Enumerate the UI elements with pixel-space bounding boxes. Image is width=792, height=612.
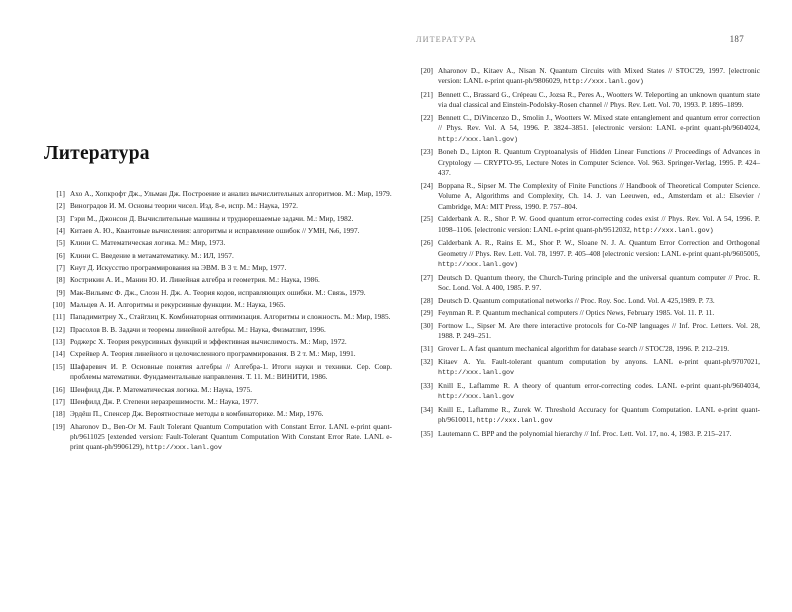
bibliography-entry (412, 296, 760, 306)
bibliography-entry-text: Кострикин А. И., Манин Ю. И. Линейная алгебра и геометрия. М.: Наука, 1986. (70, 276, 320, 285)
bibliography-entry (44, 397, 392, 407)
bibliography-entry-text: Мальцев А. И. Алгоритмы и рекурсивные функции. М.: Наука, 1965. (70, 301, 286, 310)
bibliography-entry (412, 147, 760, 178)
bibliography-entry-number: [34] (420, 405, 433, 414)
bibliography-entry-url[interactable]: http://xxx.lanl.gov) (563, 78, 644, 87)
bibliography-entry (412, 238, 760, 270)
bibliography-entry (412, 405, 760, 427)
bibliography-entry (44, 409, 392, 419)
bibliography-entry (412, 273, 760, 294)
bibliography-entry-text: Мак-Вильямс Ф. Дж., Слоэн Н. Дж. А. Теория кодов, исправляющих ошибки. М.: Связь, 1979. (70, 288, 366, 297)
bibliography-entry-text: Calderbank A. R., Shor P. W. Good quantum error-correcting codes exist // Phys. Rev. Vol. A 54, 1996. P. 1098–1106. [electronic version: LANL e-print quant-ph/9512032, http://xxx.lanl.gov) (438, 215, 760, 235)
bibliography-entry-url[interactable]: http://xxx.lanl.gov (438, 393, 515, 402)
bibliography-entry-number: [30] (420, 322, 433, 330)
bibliography-entry (44, 349, 392, 359)
bibliography-entry-text: Feynman R. P. Quantum mechanical computers // Optics News, February 1985. Vol. 11. P. 11. (438, 309, 715, 318)
bibliography-entry (44, 251, 392, 261)
running-head-title: ЛИТЕРАТУРА (416, 34, 477, 44)
bibliography-entry-text: Kitaev A. Yu. Fault-tolerant quantum computation by anyons. LANL e-print quant-ph/9707021, http://xxx.lanl.gov (438, 357, 760, 378)
bibliography-entry (412, 381, 760, 403)
bibliography-entry (44, 362, 392, 383)
bibliography-entry-text: Bennett C., DiVincenzo D., Smolin J., Wootters W. Mixed state entanglement and quantum error correction // Phys. Rev. Vol. A 54, 1996. P. 3824–3851. [electronic version: LANL e-print quant-ph/9604024, http://xxx.lanl.gov) (438, 114, 760, 144)
bibliography-entry-text: Шафаревич И. Р. Основные понятия алгебры // Алгебра-1. Итоги науки и техники. Сер. Совр. проблемы математики. Фундаментальные направления. Т. 11. М.: ВИНИТИ, 1986. (70, 362, 392, 382)
bibliography-entry-number: [16] (52, 385, 65, 394)
bibliography-entry-number: [5] (56, 239, 65, 248)
bibliography-entry-number: [26] (420, 239, 433, 248)
bibliography-entry (44, 325, 392, 335)
bibliography-entry-text: Knill E., Laflamme R., Zurek W. Threshold Accuracy for Quantum Computation. LANL e-print quant-ph/9610011, http://xxx.lanl.gov (438, 405, 760, 426)
bibliography-entry-number: [11] (53, 313, 65, 322)
bibliography-entry-url[interactable]: http://xxx.lanl.gov (145, 444, 222, 453)
bibliography-entry (412, 181, 760, 212)
bibliography-entry (412, 113, 760, 145)
bibliography-entry-text: Boppana R., Sipser M. The Complexity of Finite Functions // Handbook of Theoretical Computer Science. Volume A, Algorithms and Complexity, Ch. 14. J. van Leeuwen, ed., Amsterdam et al.: Elsevier / Cambridge, MA: MIT Press, 1990. P. 757–804. (438, 181, 760, 211)
bibliography-entry-number: [17] (52, 397, 65, 406)
bibliography-entry-text: Fortnow L., Sipser M. Are there interactive protocols for Co-NP languages // Inf. Proc. Letters. Vol. 28, 1988. P. 249–251. (438, 322, 760, 341)
bibliography-entry (44, 238, 392, 248)
bibliography-entry-text: Lautemann C. BPP and the polynomial hierarchy // Inf. Proc. Lett. Vol. 17, no. 4, 1983. P. 215–217. (438, 429, 732, 438)
bibliography-entry (412, 357, 760, 379)
bibliography-entry-number: [13] (52, 338, 65, 347)
bibliography-entry-number: [20] (420, 67, 433, 75)
bibliography-entry-text: Пападимитриу Х., Стайглиц К. Комбинаторная оптимизация. Алгоритмы и сложность. М.: Мир, 1985. (70, 313, 391, 322)
bibliography-entry (412, 214, 760, 236)
bibliography-entry-text: Boneh D., Lipton R. Quantum Cryptoanalysis of Hidden Linear Functions // Proceedings of Advances in Cryptology — CRYPTO-95, Lecture Notes in Computer Science. Vol. 963. Springer-Verlag, 1995. P. 424–437. (438, 148, 760, 178)
bibliography-entry-text: Grover L. A fast quantum mechanical algorithm for database search // STOC'28, 1996. P. 212–219. (438, 345, 730, 354)
bibliography-entry (44, 214, 392, 224)
bibliography-entry (44, 275, 392, 285)
bibliography-entry-number: [35] (420, 429, 433, 438)
bibliography-entry (44, 201, 392, 211)
bibliography-entry-number: [8] (56, 276, 65, 285)
bibliography-entry (44, 189, 392, 199)
bibliography-entry (44, 226, 392, 236)
bibliography-entry-number: [32] (420, 357, 433, 366)
bibliography-entry-text: Deutsch D. Quantum theory, the Church-Turing principle and the universal quantum computer // Proc. R. Soc. Lond. Vol. A 400, 1985. P. 97. (438, 273, 760, 292)
bibliography-entry-url[interactable]: http://xxx.lanl.gov (438, 369, 515, 378)
bibliography-entry-text: Эрдёш П., Спенсер Дж. Вероятностные методы в комбинаторике. М.: Мир, 1976. (70, 410, 324, 419)
bibliography-entry-number: [15] (52, 362, 65, 371)
bibliography-entry-text: Bennett C., Brassard G., Crépeau C., Jozsa R., Peres A., Wootters W. Teleporting an unknown quantum state via dual classical and Einstein-Podolsky-Rosen channel // Phys. Rev. Lett. Vol. 70, 1993. P. 1895–1899. (438, 91, 760, 110)
bibliography-entry-text: Китаев А. Ю., Квантовые вычисления: алгоритмы и исправление ошибок // УМН, №6, 1997. (70, 227, 360, 236)
bibliography-entry-number: [9] (56, 288, 65, 297)
bibliography-entry-text: Виноградов И. М. Основы теории чисел. Изд. 8-е, испр. М.: Наука, 1972. (70, 202, 298, 211)
bibliography-list-left (44, 189, 392, 456)
bibliography-entry-number: [24] (420, 181, 433, 190)
bibliography-entry (412, 66, 760, 88)
bibliography-entry-number: [22] (420, 114, 433, 123)
bibliography-entry-url[interactable]: http://xxx.lanl.gov) (438, 135, 519, 144)
bibliography-entry (412, 429, 760, 439)
page-number: 187 (729, 34, 744, 44)
bibliography-entry (412, 308, 760, 318)
running-head (416, 32, 744, 46)
bibliography-entry-text: Кнут Д. Искусство программирования на ЭВМ. В 3 т. М.: Мир, 1977. (70, 264, 287, 273)
bibliography-entry-number: [10] (52, 301, 65, 310)
bibliography-entry-text: Схрейвер А. Теория линейного и целочисленного программирования. В 2 т. М.: Мир, 1991. (70, 350, 356, 359)
bibliography-entry-number: [14] (52, 350, 65, 359)
bibliography-entry-text: Ахо А., Хопкрофт Дж., Ульман Дж. Построение и анализ вычислительных алгоритмов. М.: Мир, 1979. (70, 190, 392, 198)
bibliography-entry-text: Шенфилд Дж. Р. Степени неразрешимости. М.: Наука, 1977. (70, 397, 259, 406)
bibliography-entry-number: [28] (420, 296, 433, 305)
bibliography-entry-text: Aharonov D., Ben-Or M. Fault Tolerant Quantum Computation with Constant Error. LANL e-print quant-ph/9611025 [extended version: Fault-Tolerant Quantum Computation With Constant Error Rate. LANL e-print quant-ph/9906129), http://xxx.lanl.gov (70, 422, 392, 453)
bibliography-entry-number: [4] (56, 227, 65, 236)
bibliography-entry-text: Calderbank A. R., Rains E. M., Shor P. W., Sloane N. J. A. Quantum Error Correction and Orthogonal Geometry // Phys. Rev. Lett. Vol. 78, 1997. P. 405–408 [electronic version: LANL e-print quant-ph/9605005, http://xxx.lanl.gov) (438, 239, 760, 269)
bibliography-entry (44, 422, 392, 454)
bibliography-entry-text: Aharonov D., Kitaev A., Nisan N. Quantum Circuits with Mixed States // STOC'29, 1997. [electronic version: LANL e-print quant-ph/9806029, http://xxx.lanl.gov) (438, 67, 760, 87)
bibliography-entry-number: [33] (420, 381, 433, 390)
bibliography-entry-number: [31] (420, 345, 433, 354)
bibliography-entry-number: [29] (420, 309, 433, 318)
bibliography-entry-text: Клини С. Математическая логика. М.: Мир, 1973. (70, 239, 226, 248)
bibliography-entry-text: Шенфилд Дж. Р. Математическая логика. М.: Наука, 1975. (70, 385, 253, 394)
bibliography-list-right (412, 66, 760, 442)
bibliography-entry-number: [18] (52, 410, 65, 419)
bibliography-entry-number: [19] (52, 422, 65, 431)
bibliography-entry-number: [2] (56, 202, 65, 211)
bibliography-entry (44, 312, 392, 322)
bibliography-entry-number: [3] (56, 214, 65, 223)
bibliography-entry-number: [21] (420, 91, 433, 100)
bibliography-entry-number: [12] (52, 325, 65, 334)
bibliography-entry (44, 337, 392, 347)
bibliography-entry-url[interactable]: http://xxx.lanl.gov) (633, 226, 714, 235)
bibliography-entry (412, 90, 760, 111)
bibliography-entry (412, 321, 760, 342)
bibliography-entry-number: [1] (56, 190, 65, 198)
bibliography-entry-number: [25] (420, 215, 433, 224)
page-title: Литература (44, 143, 150, 164)
bibliography-entry-url[interactable]: http://xxx.lanl.gov (476, 417, 553, 426)
bibliography-entry-text: Роджерс Х. Теория рекурсивных функций и эффективная вычислимость. М.: Мир, 1972. (70, 338, 347, 347)
bibliography-entry-text: Knill E., Laflamme R. A theory of quantum error-correcting codes. LANL e-print quant-ph/9604034, http://xxx.lanl.gov (438, 381, 760, 402)
bibliography-entry-text: Deutsch D. Quantum computational networks // Proc. Roy. Soc. Lond. Vol. A 425,1989. P. 73. (438, 296, 715, 305)
bibliography-entry-number: [7] (56, 264, 65, 273)
bibliography-entry-text: Клини С. Введение в метаматематику. М.: ИЛ, 1957. (70, 251, 234, 260)
bibliography-entry-number: [23] (420, 148, 433, 157)
bibliography-entry-text: Прасолов В. В. Задачи и теоремы линейной алгебры. М.: Наука, Физматлит, 1996. (70, 325, 326, 334)
bibliography-entry (44, 288, 392, 298)
bibliography-entry-text: Гэри М., Джонсон Д. Вычислительные машины и труднорешаемые задачи. М.: Мир, 1982. (70, 214, 354, 223)
bibliography-entry (44, 385, 392, 395)
bibliography-entry-url[interactable]: http://xxx.lanl.gov) (438, 260, 519, 269)
bibliography-entry (44, 300, 392, 310)
bibliography-entry (412, 344, 760, 354)
bibliography-entry (44, 263, 392, 273)
bibliography-entry-number: [6] (56, 251, 65, 260)
bibliography-entry-number: [27] (420, 273, 433, 282)
